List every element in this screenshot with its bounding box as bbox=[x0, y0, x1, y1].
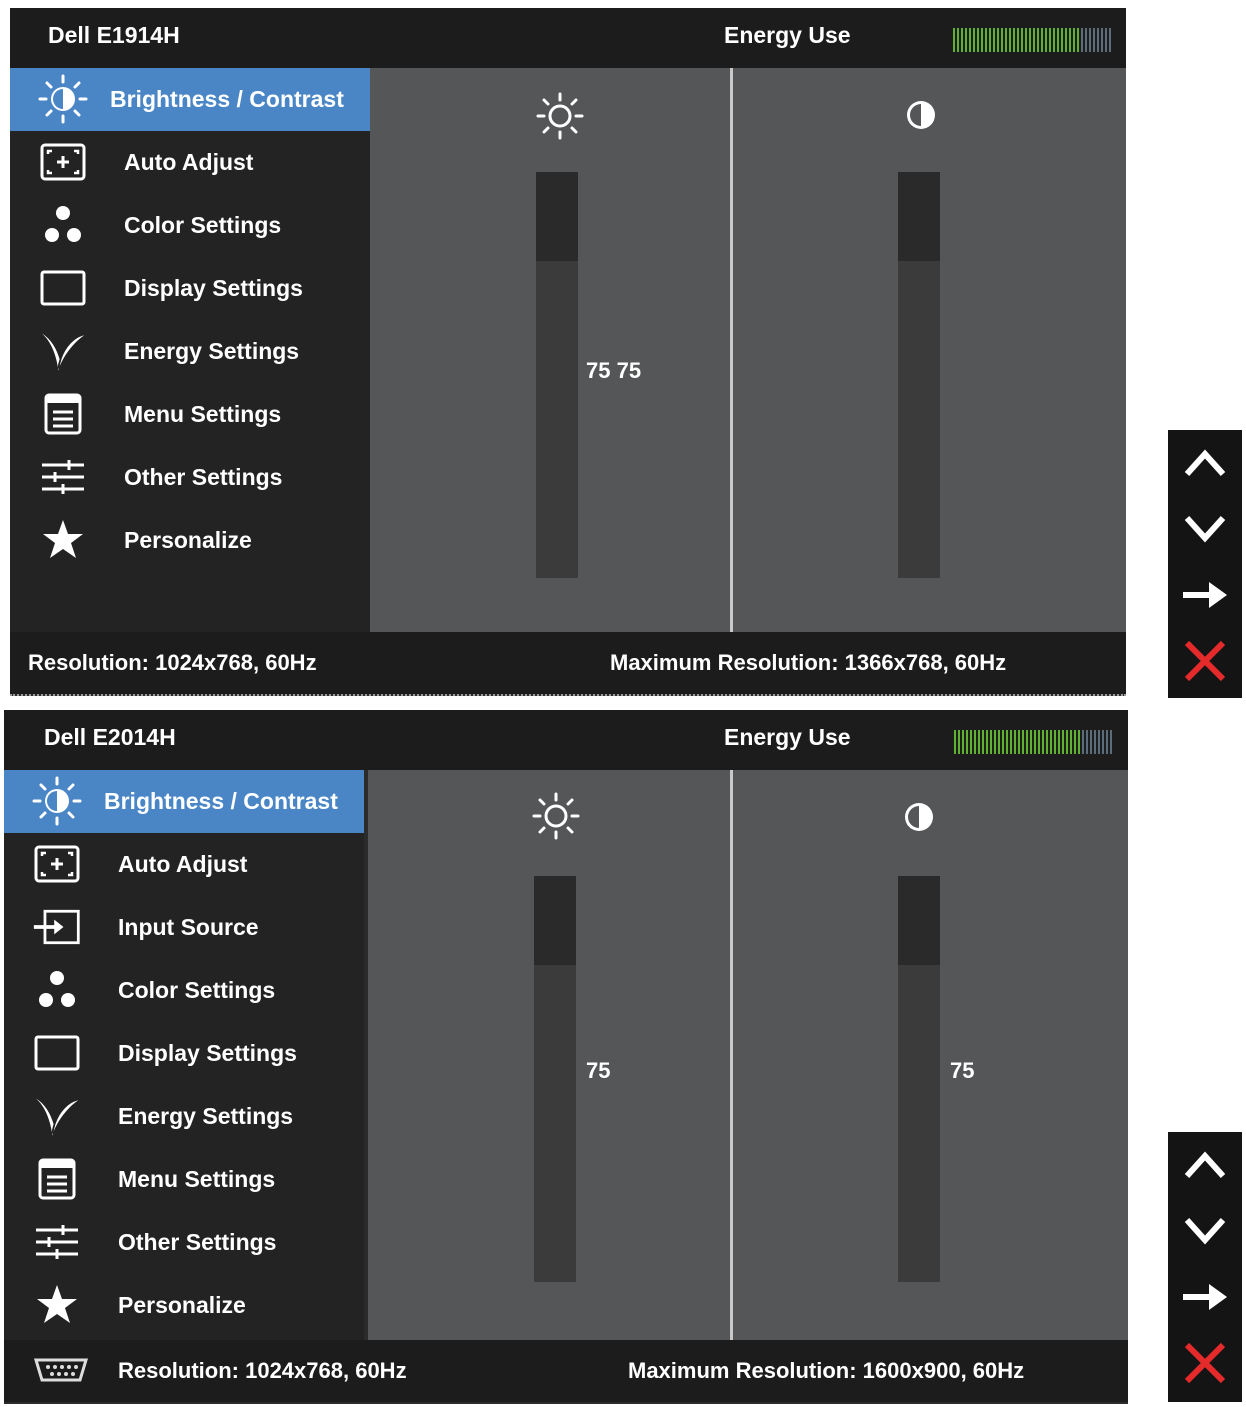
osd-button-strip-2 bbox=[1168, 1132, 1242, 1402]
energy-meter-segment bbox=[958, 730, 960, 754]
osd-footer bbox=[4, 1340, 1128, 1402]
osd-panel-e2014h bbox=[4, 710, 1128, 1404]
menu-item-energy-settings[interactable] bbox=[4, 1085, 364, 1148]
menu-item-label: Color Settings bbox=[118, 977, 276, 1003]
energy-meter-segment bbox=[1093, 28, 1095, 52]
energy-meter-segment bbox=[1057, 28, 1059, 52]
energy-meter-segment bbox=[1009, 28, 1011, 52]
energy-meter-segment bbox=[1026, 730, 1028, 754]
model-name: Dell E1914H bbox=[48, 22, 180, 48]
input-source-icon bbox=[32, 904, 82, 950]
color-settings-icon bbox=[32, 967, 82, 1013]
menu-item-menu-settings[interactable] bbox=[4, 1148, 364, 1211]
down-arrow-button[interactable] bbox=[1168, 498, 1242, 564]
right-arrow-button[interactable] bbox=[1168, 564, 1242, 630]
energy-meter-segment bbox=[957, 28, 959, 52]
energy-meter-segment bbox=[1102, 730, 1104, 754]
energy-meter-segment bbox=[1034, 730, 1036, 754]
menu-item-brightness-contrast[interactable] bbox=[4, 770, 364, 833]
energy-meter-segment bbox=[974, 730, 976, 754]
energy-meter-segment bbox=[1110, 730, 1112, 754]
energy-meter-segment bbox=[1002, 730, 1004, 754]
exit-x-button[interactable] bbox=[1168, 1332, 1242, 1398]
auto-adjust-icon bbox=[32, 841, 82, 887]
up-arrow-button[interactable] bbox=[1168, 432, 1242, 498]
energy-meter-segment bbox=[1033, 28, 1035, 52]
energy-meter-segment bbox=[1006, 730, 1008, 754]
energy-meter-segment bbox=[1010, 730, 1012, 754]
current-resolution: Resolution: 1024x768, 60Hz bbox=[118, 1358, 407, 1383]
contrast-value: 75 bbox=[950, 1058, 975, 1083]
exit-x-icon bbox=[1183, 1341, 1227, 1390]
energy-meter-segment bbox=[1089, 28, 1091, 52]
menu-item-brightness-contrast[interactable] bbox=[10, 68, 370, 131]
energy-meter-segment bbox=[1001, 28, 1003, 52]
menu-item-display-settings[interactable] bbox=[10, 257, 370, 320]
up-arrow-icon bbox=[1183, 1150, 1227, 1185]
pane-divider bbox=[730, 770, 733, 1340]
energy-meter-segment bbox=[1038, 730, 1040, 754]
vga-connector-icon bbox=[32, 1356, 90, 1389]
energy-meter-segment bbox=[989, 28, 991, 52]
menu-item-display-settings[interactable] bbox=[4, 1022, 364, 1085]
contrast-slider-remaining bbox=[898, 172, 940, 261]
energy-meter-segment bbox=[1049, 28, 1051, 52]
energy-meter-segment bbox=[1021, 28, 1023, 52]
energy-meter-segment bbox=[1105, 28, 1107, 52]
energy-meter-segment bbox=[962, 730, 964, 754]
energy-meter-segment bbox=[1069, 28, 1071, 52]
model-name: Dell E2014H bbox=[44, 724, 176, 750]
energy-meter-segment bbox=[1022, 730, 1024, 754]
right-arrow-button[interactable] bbox=[1168, 1266, 1242, 1332]
energy-meter-segment bbox=[1082, 730, 1084, 754]
brightness-value: 75 bbox=[586, 1058, 611, 1083]
menu-item-label: Other Settings bbox=[124, 464, 283, 490]
energy-meter-segment bbox=[1046, 730, 1048, 754]
energy-meter-segment bbox=[1073, 28, 1075, 52]
menu-item-label: Menu Settings bbox=[124, 401, 282, 427]
menu-item-other-settings[interactable] bbox=[10, 446, 370, 509]
energy-meter-segment bbox=[1077, 28, 1079, 52]
menu-item-input-source[interactable] bbox=[4, 896, 364, 959]
star-icon bbox=[38, 517, 88, 563]
energy-meter-segment bbox=[993, 28, 995, 52]
energy-meter-segment bbox=[1101, 28, 1103, 52]
brightness-contrast-pane bbox=[368, 770, 1128, 1340]
energy-leaf-icon bbox=[32, 1093, 82, 1139]
display-settings-icon bbox=[32, 1030, 82, 1076]
energy-meter-segment bbox=[978, 730, 980, 754]
energy-meter-segment bbox=[1018, 730, 1020, 754]
energy-meter-segment bbox=[954, 730, 956, 754]
energy-meter-segment bbox=[1061, 28, 1063, 52]
other-settings-icon bbox=[38, 454, 88, 500]
energy-meter-segment bbox=[986, 730, 988, 754]
right-arrow-icon bbox=[1181, 1281, 1229, 1318]
menu-item-energy-settings[interactable] bbox=[10, 320, 370, 383]
osd-footer bbox=[10, 632, 1126, 694]
energy-use-meter bbox=[953, 28, 1111, 52]
energy-meter-segment bbox=[1050, 730, 1052, 754]
footer-dotted-edge bbox=[10, 692, 1126, 696]
color-settings-icon bbox=[38, 202, 88, 248]
pane-divider bbox=[730, 68, 733, 632]
right-arrow-icon bbox=[1181, 579, 1229, 616]
energy-meter-segment bbox=[994, 730, 996, 754]
display-settings-icon bbox=[38, 265, 88, 311]
menu-item-label: Auto Adjust bbox=[118, 851, 248, 877]
osd-header bbox=[10, 8, 1126, 68]
energy-meter-segment bbox=[1097, 28, 1099, 52]
energy-meter-segment bbox=[998, 730, 1000, 754]
energy-use-meter bbox=[954, 730, 1112, 754]
energy-meter-segment bbox=[977, 28, 979, 52]
brightness-icon bbox=[532, 792, 580, 845]
energy-meter-segment bbox=[966, 730, 968, 754]
exit-x-icon bbox=[1183, 639, 1227, 688]
energy-leaf-icon bbox=[38, 328, 88, 374]
energy-meter-segment bbox=[1081, 28, 1083, 52]
menu-item-label: Display Settings bbox=[118, 1040, 297, 1066]
energy-meter-segment bbox=[1037, 28, 1039, 52]
energy-meter-segment bbox=[982, 730, 984, 754]
down-arrow-icon bbox=[1183, 514, 1227, 549]
up-arrow-button[interactable] bbox=[1168, 1134, 1242, 1200]
star-icon bbox=[32, 1282, 82, 1328]
brightness-icon bbox=[536, 92, 584, 145]
menu-item-label: Menu Settings bbox=[118, 1166, 276, 1192]
menu-item-label: Personalize bbox=[118, 1292, 246, 1318]
brightness-slider[interactable] bbox=[534, 876, 576, 1282]
energy-meter-segment bbox=[973, 28, 975, 52]
energy-meter-segment bbox=[1106, 730, 1108, 754]
energy-meter-segment bbox=[1085, 28, 1087, 52]
brightness-contrast-pane bbox=[370, 68, 1126, 632]
current-resolution: Resolution: 1024x768, 60Hz bbox=[28, 650, 317, 675]
exit-x-button[interactable] bbox=[1168, 630, 1242, 696]
menu-item-label: Color Settings bbox=[124, 212, 282, 238]
energy-meter-segment bbox=[1074, 730, 1076, 754]
down-arrow-button[interactable] bbox=[1168, 1200, 1242, 1266]
menu-item-label: Display Settings bbox=[124, 275, 303, 301]
energy-meter-segment bbox=[1065, 28, 1067, 52]
energy-meter-segment bbox=[953, 28, 955, 52]
energy-meter-segment bbox=[1109, 28, 1111, 52]
energy-use-label: Energy Use bbox=[724, 22, 851, 48]
energy-meter-segment bbox=[1054, 730, 1056, 754]
energy-meter-segment bbox=[1066, 730, 1068, 754]
energy-meter-segment bbox=[1030, 730, 1032, 754]
energy-meter-segment bbox=[1045, 28, 1047, 52]
energy-meter-segment bbox=[1070, 730, 1072, 754]
menu-item-color-settings[interactable] bbox=[4, 959, 364, 1022]
maximum-resolution: Maximum Resolution: 1366x768, 60Hz bbox=[610, 650, 1007, 675]
menu-item-color-settings[interactable] bbox=[10, 194, 370, 257]
maximum-resolution: Maximum Resolution: 1600x900, 60Hz bbox=[628, 1358, 1025, 1383]
energy-meter-segment bbox=[1094, 730, 1096, 754]
brightness-slider-remaining bbox=[536, 172, 578, 261]
menu-item-menu-settings[interactable] bbox=[10, 383, 370, 446]
menu-item-personalize[interactable] bbox=[10, 509, 370, 572]
energy-meter-segment bbox=[1025, 28, 1027, 52]
energy-meter-segment bbox=[1058, 730, 1060, 754]
main-menu bbox=[4, 770, 364, 1340]
menu-item-label: Input Source bbox=[118, 914, 259, 940]
osd-header bbox=[4, 710, 1128, 770]
brightness-contrast-icon bbox=[38, 76, 88, 122]
energy-meter-segment bbox=[1062, 730, 1064, 754]
auto-adjust-icon bbox=[38, 139, 88, 185]
energy-meter-segment bbox=[985, 28, 987, 52]
energy-meter-segment bbox=[1013, 28, 1015, 52]
energy-use-label: Energy Use bbox=[724, 724, 851, 750]
menu-item-other-settings[interactable] bbox=[4, 1211, 364, 1274]
menu-settings-icon bbox=[38, 391, 88, 437]
energy-meter-segment bbox=[1086, 730, 1088, 754]
energy-meter-segment bbox=[1005, 28, 1007, 52]
energy-meter-segment bbox=[965, 28, 967, 52]
menu-item-personalize[interactable] bbox=[4, 1274, 364, 1337]
contrast-slider[interactable] bbox=[898, 172, 940, 578]
energy-meter-segment bbox=[1078, 730, 1080, 754]
up-arrow-icon bbox=[1183, 448, 1227, 483]
energy-meter-segment bbox=[1029, 28, 1031, 52]
menu-item-auto-adjust[interactable] bbox=[4, 833, 364, 896]
menu-settings-icon bbox=[32, 1156, 82, 1202]
energy-meter-segment bbox=[1014, 730, 1016, 754]
menu-item-label: Other Settings bbox=[118, 1229, 277, 1255]
osd-button-strip-1 bbox=[1168, 430, 1242, 698]
energy-meter-segment bbox=[1042, 730, 1044, 754]
energy-meter-segment bbox=[970, 730, 972, 754]
main-menu bbox=[10, 68, 370, 632]
brightness-value: 75 75 bbox=[586, 358, 642, 383]
menu-item-auto-adjust[interactable] bbox=[10, 131, 370, 194]
energy-meter-segment bbox=[990, 730, 992, 754]
energy-meter-segment bbox=[1017, 28, 1019, 52]
down-arrow-icon bbox=[1183, 1216, 1227, 1251]
contrast-slider[interactable] bbox=[898, 876, 940, 1282]
brightness-slider-remaining bbox=[534, 876, 576, 965]
menu-item-label: Energy Settings bbox=[118, 1103, 294, 1129]
osd-panel-e1914h bbox=[10, 8, 1126, 696]
menu-item-label: Brightness / Contrast bbox=[104, 788, 338, 814]
contrast-icon bbox=[902, 800, 936, 839]
other-settings-icon bbox=[32, 1219, 82, 1265]
menu-item-label: Personalize bbox=[124, 527, 252, 553]
menu-item-label: Energy Settings bbox=[124, 338, 300, 364]
energy-meter-segment bbox=[1041, 28, 1043, 52]
brightness-slider[interactable] bbox=[536, 172, 578, 578]
energy-meter-segment bbox=[1098, 730, 1100, 754]
energy-meter-segment bbox=[969, 28, 971, 52]
menu-item-label: Auto Adjust bbox=[124, 149, 254, 175]
menu-item-label: Brightness / Contrast bbox=[110, 86, 344, 112]
energy-meter-segment bbox=[961, 28, 963, 52]
brightness-contrast-icon bbox=[32, 778, 82, 824]
contrast-slider-remaining bbox=[898, 876, 940, 965]
energy-meter-segment bbox=[997, 28, 999, 52]
energy-meter-segment bbox=[1053, 28, 1055, 52]
contrast-icon bbox=[904, 98, 938, 137]
energy-meter-segment bbox=[1090, 730, 1092, 754]
energy-meter-segment bbox=[981, 28, 983, 52]
